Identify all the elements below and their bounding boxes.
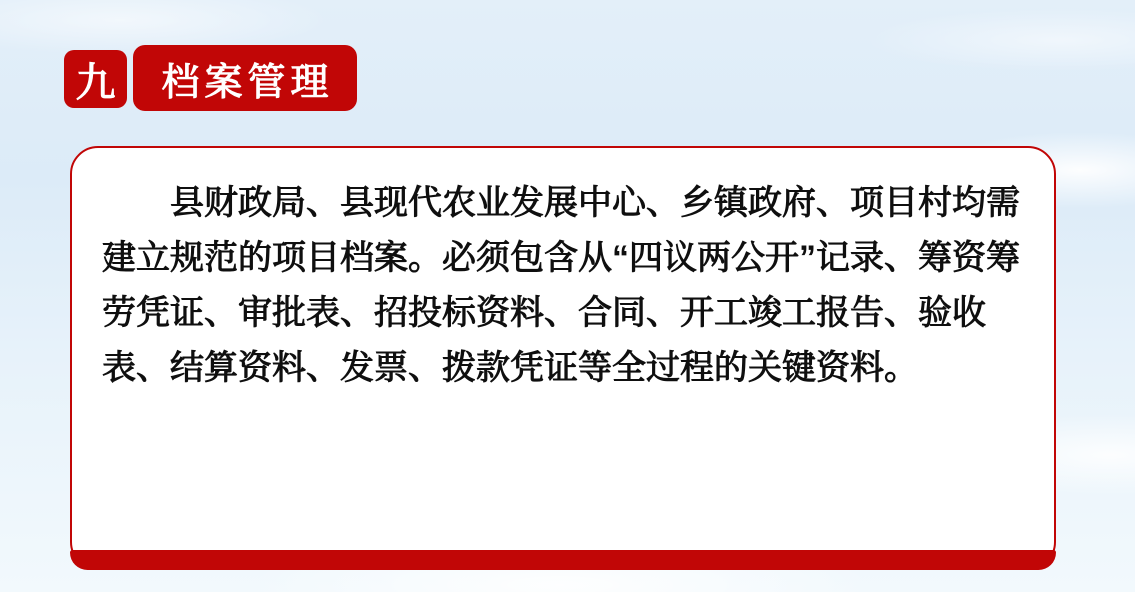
bottom-accent-bar xyxy=(70,550,1056,570)
content-card xyxy=(70,146,1056,570)
section-number-label: 九 xyxy=(75,60,116,105)
body-paragraph: 县财政局、县现代农业发展中心、乡镇政府、项目村均需建立规范的项目档案。必须包含从“四议两公开”记录、筹资筹劳凭证、审批表、招投标资料、合同、开工竣工报告、验收表、结算资料、发票、拨款凭证等全过程的关键资料。 xyxy=(102,184,1020,387)
section-number-badge xyxy=(64,50,127,108)
section-title-badge xyxy=(133,45,357,111)
section-title-label: 档案管理 xyxy=(161,61,334,104)
